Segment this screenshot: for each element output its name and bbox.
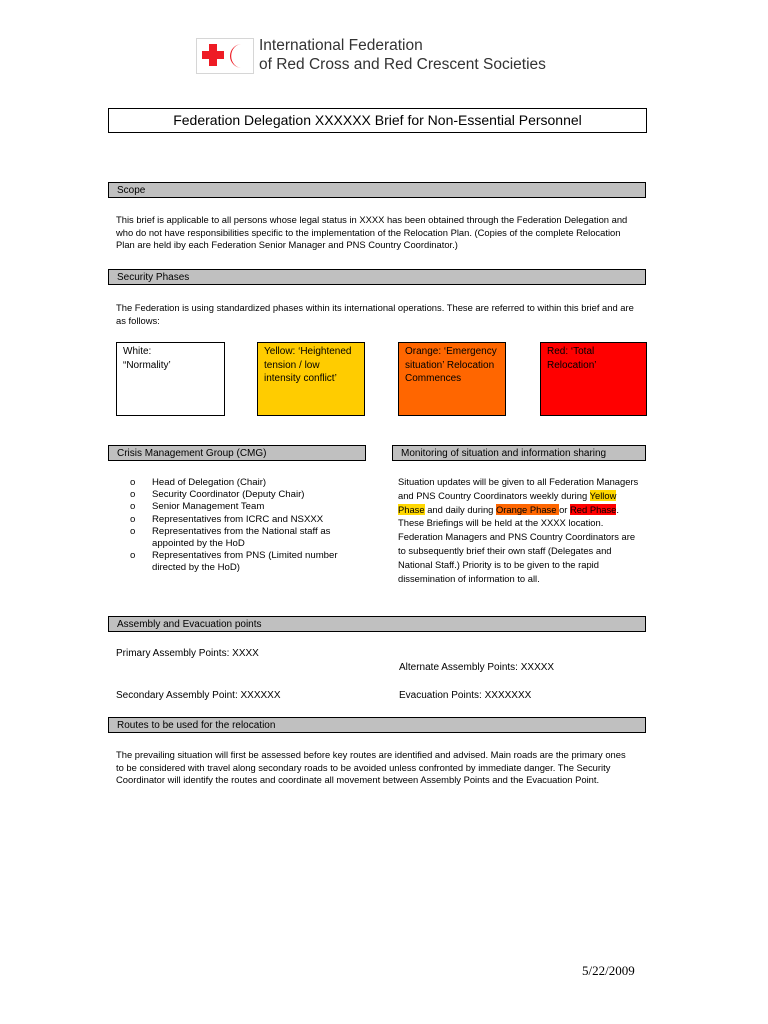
list-item (130, 550, 360, 574)
cmg-header: Crisis Management Group (CMG) (108, 445, 366, 461)
document-title: Federation Delegation XXXXXX Brief for Non-Essential Personnel (108, 108, 647, 133)
monitoring-text-part: or (559, 503, 571, 515)
red-phase-highlight: Red Phase (570, 503, 617, 515)
routes-header: Routes to be used for the relocation (108, 717, 646, 733)
cmg-item-text: Representatives from PNS (Limited number directed by the HoD) (152, 550, 338, 574)
phase-yellow: Yellow: ‘Heightened tension / low intensity conflict’ (257, 342, 365, 416)
list-item (130, 477, 360, 489)
phase-white (116, 342, 225, 416)
scope-header: Scope (108, 182, 646, 198)
organization-name-line1: International Federation (259, 37, 423, 54)
list-item (130, 501, 360, 513)
bullet: o (130, 501, 136, 513)
secondary-assembly-point: Secondary Assembly Point: XXXXXX (116, 690, 281, 701)
organization-name-line2: of Red Cross and Red Crescent Societies (259, 56, 546, 73)
cmg-list (130, 477, 360, 575)
bullet: o (130, 525, 136, 537)
phase-white-description: “Normality’ (123, 359, 171, 371)
list-item (130, 514, 360, 526)
security-phases-header: Security Phases (108, 269, 646, 285)
phase-white-label: White: (123, 346, 152, 357)
cmg-item-text: Security Coordinator (Deputy Chair) (152, 489, 305, 501)
bullet: o (130, 513, 136, 525)
list-item (130, 526, 360, 550)
cmg-item-text: Representatives from ICRC and NSXXX (152, 513, 324, 525)
scope-text: This brief is applicable to all persons whose legal status in XXXX has been obtained through the Federation Delegation and who do not have responsibilities specific to the implementation of the Relocation Plan. (Copies of the complete Relocation Plan are held iby each Federation Senior Manager and PNS Country Coordinator.) (116, 214, 628, 250)
cmg-item-text: Representatives from the National staff as appointed by the HoD (152, 525, 331, 550)
routes-text: The prevailing situation will first be assessed before key routes are identified and advised. Main roads are the primary ones to be considered with travel along secondary roads to be avoided unless confronted by immediate danger. The Security Coordinator will identify the routes and coordinate all movement between Assembly Points and the Evacuation Point. (116, 749, 626, 785)
ifrc-logo (196, 38, 254, 74)
monitoring-text-part: Situation updates will be given to all Federation Managers and PNS Country Coordinators weekly during (398, 476, 639, 501)
footer-date: 5/22/2009 (582, 963, 635, 978)
cmg-item-text: Senior Management Team (152, 501, 265, 513)
red-cross-crescent-icon (197, 39, 253, 73)
bullet: o (130, 489, 136, 501)
evacuation-point: Evacuation Points: XXXXXXX (399, 690, 532, 701)
cmg-item-text: Head of Delegation (Chair) (152, 477, 267, 488)
assembly-header: Assembly and Evacuation points (108, 616, 646, 632)
primary-assembly-point: Primary Assembly Points: XXXX (116, 648, 259, 659)
monitoring-text-part: and daily during (424, 503, 496, 515)
bullet: o (130, 550, 136, 562)
monitoring-header: Monitoring of situation and information sharing (392, 445, 646, 461)
yellow-phase-highlight: Yellow Phase (398, 489, 617, 515)
bullet: o (130, 477, 136, 488)
alternate-assembly-point: Alternate Assembly Points: XXXXX (399, 662, 555, 673)
phase-red: Red: ‘Total Relocation’ (540, 342, 647, 416)
organization-name (259, 36, 546, 74)
orange-phase-highlight: Orange Phase (496, 503, 560, 515)
list-item (130, 489, 360, 501)
monitoring-text-part: . These Briefings will be held at the XXXX location. Federation Managers and PNS Country Coordinators are to subsequently brief their own staff (Delegates and National Staff.) Priority is to be given to the rapid dissemination of information to all. (398, 503, 636, 584)
monitoring-text (398, 475, 640, 585)
phase-orange: Orange: ‘Emergency situation’ Relocation Commences (398, 342, 506, 416)
security-phases-intro: The Federation is using standardized phases within its international operations. These are referred to within this brief and are as follows: (116, 302, 634, 326)
